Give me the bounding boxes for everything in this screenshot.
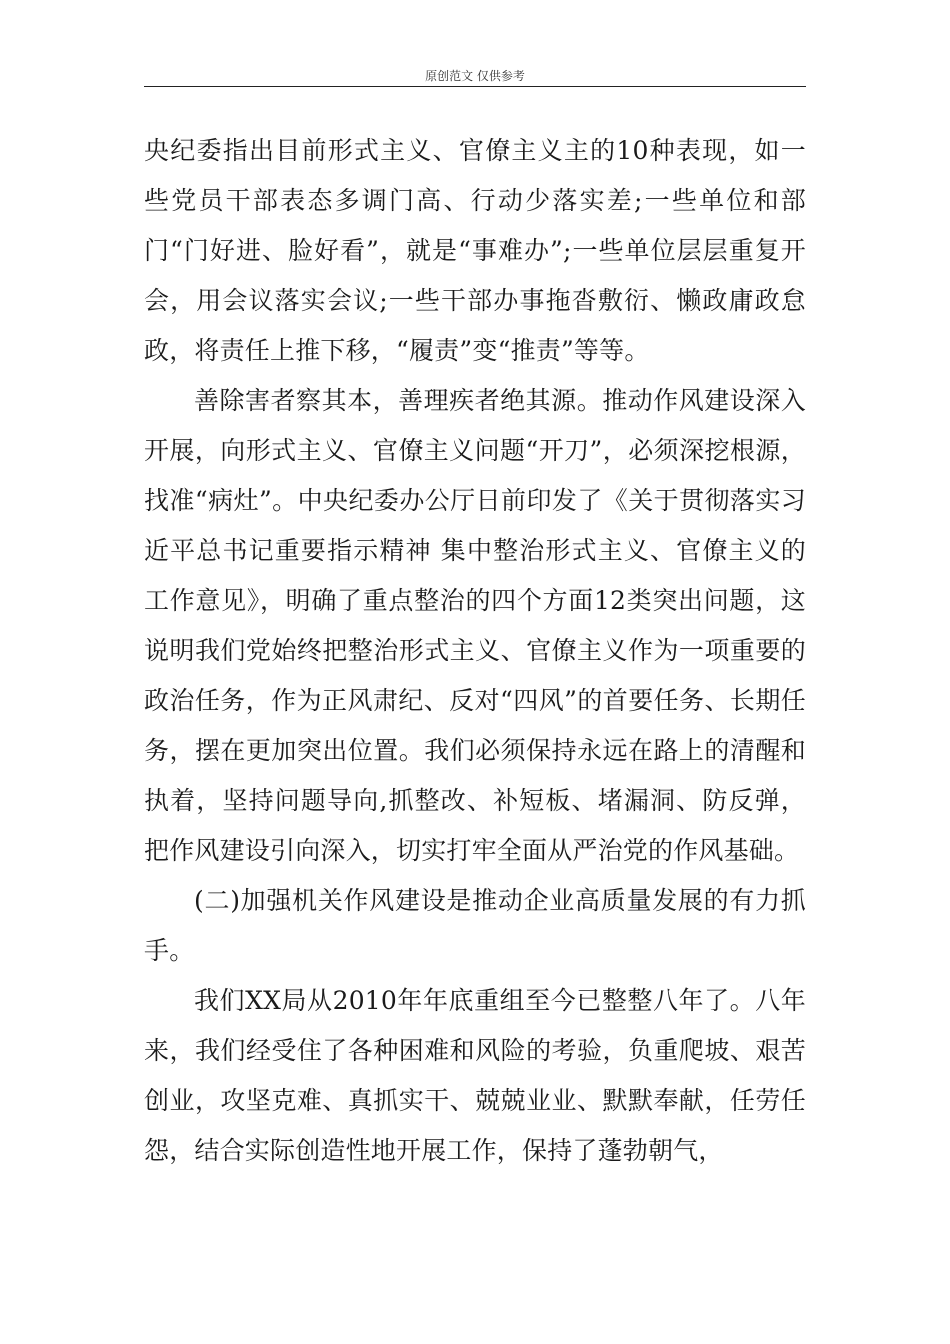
page-header xyxy=(144,66,806,87)
paragraph-2: 善除害者察其本，善理疾者绝其源。推动作风建设深入开展，向形式主义、官僚主义问题“开刀”，必须深挖根源，找准“病灶”。中央纪委办公厅日前印发了《关于贯彻落实习近平总书记重要指示精神 集中整治形式主义、官僚主义的工作意见》，明确了重点整治的四个方面12类突出问题，这说明我们党始终把整治形式主义、官僚主义作为一项重要的政治任务，作为正风肃纪、反对“四风”的首要任务、长期任务，摆在更加突出位置。我们必须保持永远在路上的清醒和执着，坚持问题导向,抓整改、补短板、堵漏洞、防反弹，把作风建设引向深入，切实打牢全面从严治党的作风基础。 xyxy=(144,386,806,865)
paragraph-3: (二)加强机关作风建设是推动企业高质量发展的有力抓手。 xyxy=(144,886,806,965)
paragraph-1: 央纪委指出目前形式主义、官僚主义主的10种表现，如一些党员干部表态多调门高、行动少落实差;一些单位和部门“门好进、脸好看”，就是“事难办”;一些单位层层重复开会，用会议落实会议;一些干部办事拖沓敷衍、懒政庸政怠政，将责任上推下移，“履责”变“推责”等等。 xyxy=(144,136,806,365)
document-body xyxy=(144,126,806,1176)
paragraph-4: 我们XX局从2010年年底重组至今已整整八年了。八年来，我们经受住了各种困难和风险的考验，负重爬坡、艰苦创业，攻坚克难、真抓实干、兢兢业业、默默奉献，任劳任怨，结合实际创造性地开展工作，保持了蓬勃朝气， xyxy=(144,986,806,1165)
header-text: 原创范文 仅供参考 xyxy=(425,69,525,83)
